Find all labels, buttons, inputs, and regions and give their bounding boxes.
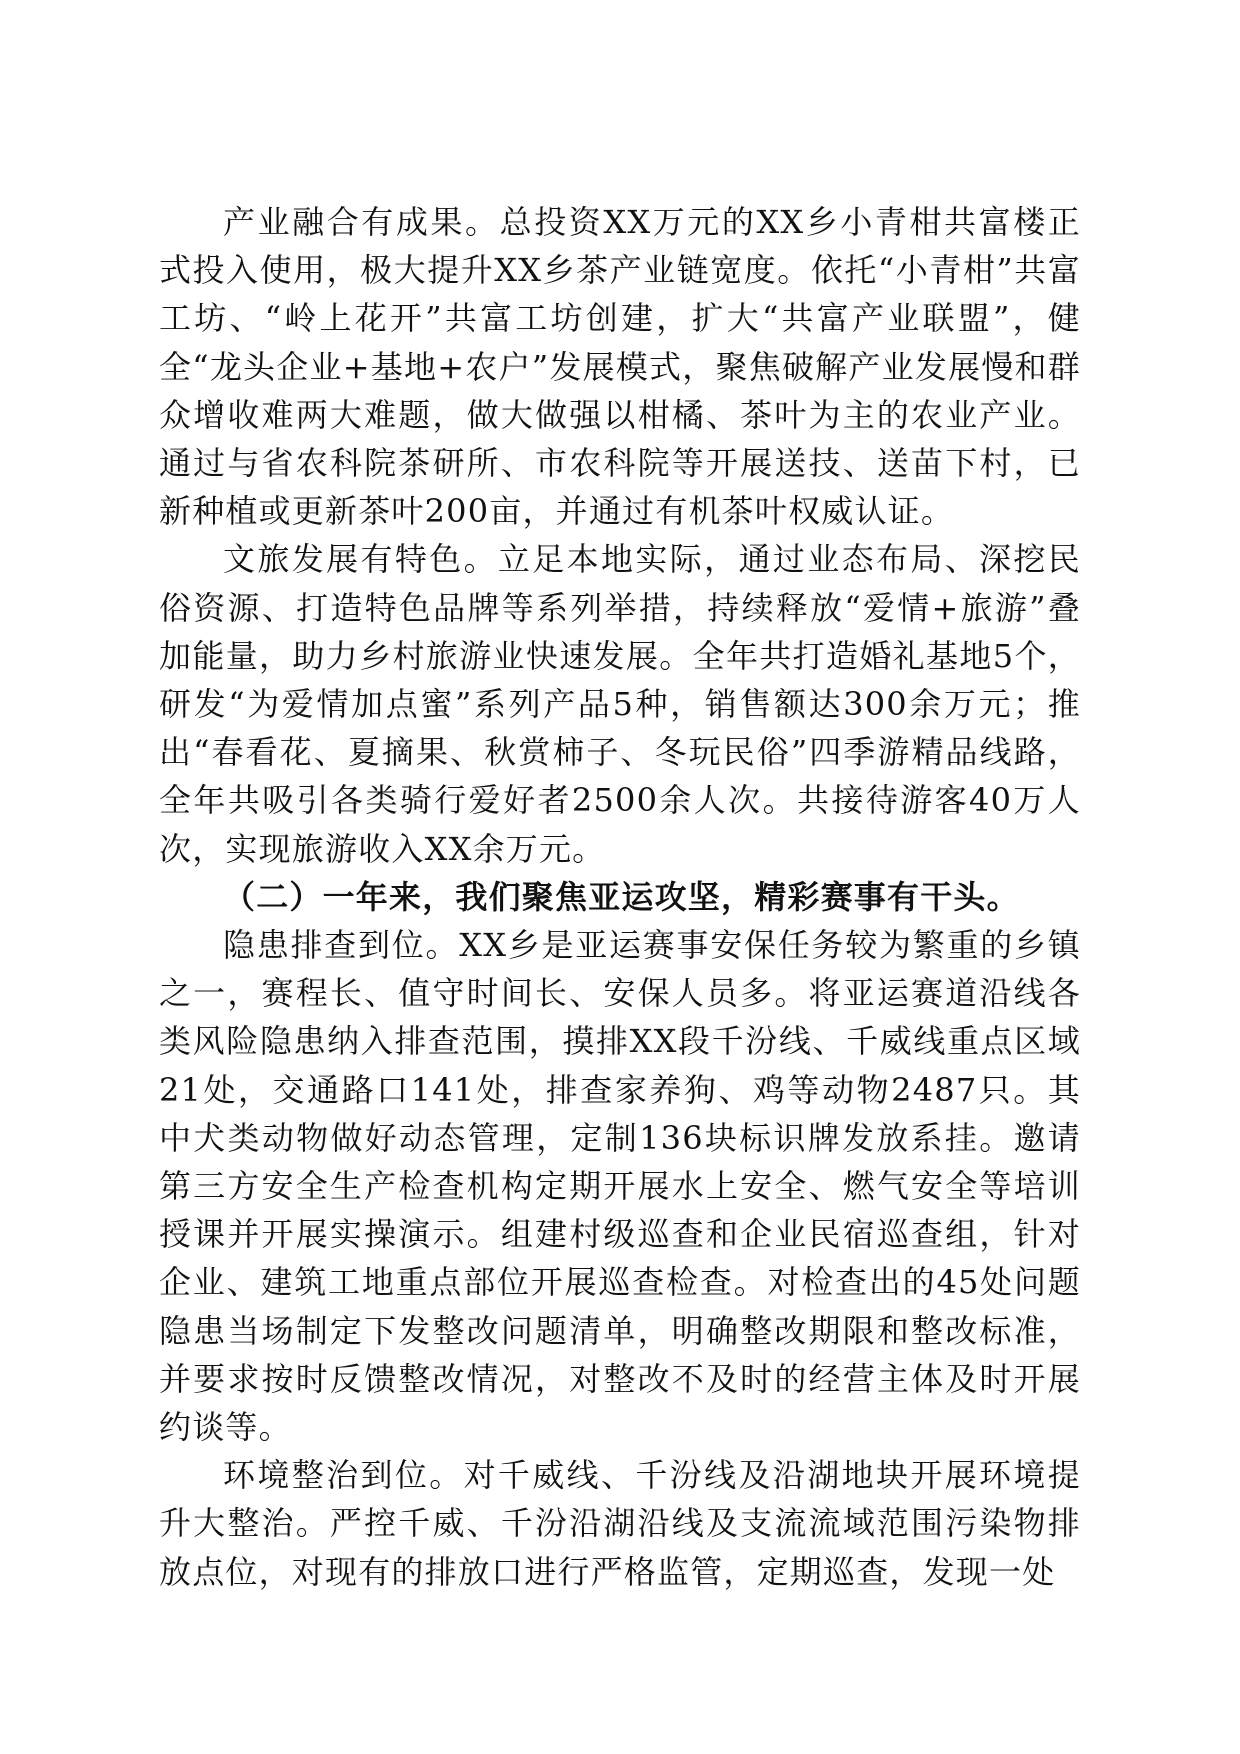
- document-page: [159, 198, 1081, 1596]
- paragraph-industry-integration: 产业融合有成果。总投资XX万元的XX乡小青柑共富楼正式投入使用，极大提升XX乡茶产业链宽度。依托“小青柑”共富工坊、“岭上花开”共富工坊创建，扩大“共富产业联盟”，健全“龙头企业+基地+农户”发展模式，聚焦破解产业发展慢和群众增收难两大难题，做大做强以柑橘、茶叶为主的农业产业。通过与省农科院茶研所、市农科院等开展送技、送苗下村，已新种植或更新茶叶200亩，并通过有机茶叶权威认证。: [159, 203, 1081, 531]
- paragraph-culture-tourism: 文旅发展有特色。立足本地实际，通过业态布局、深挖民俗资源、打造特色品牌等系列举措，持续释放“爱情+旅游”叠加能量，助力乡村旅游业快速发展。全年共打造婚礼基地5个，研发“为爱情加点蜜”系列产品5种，销售额达300余万元；推出“春看花、夏摘果、秋赏柿子、冬玩民俗”四季游精品线路，全年共吸引各类骑行爱好者2500余人次。共接待游客40万人次，实现旅游收入XX余万元。: [159, 540, 1081, 868]
- paragraph-environment-rectification: 环境整治到位。对千威线、千汾线及沿湖地块开展环境提升大整治。严控千威、千汾沿湖沿线及支流流域范围污染物排放点位，对现有的排放口进行严格监管，定期巡查，发现一处: [159, 1456, 1081, 1591]
- section-heading-asian-games: （二）一年来，我们聚焦亚运攻坚，精彩赛事有干头。: [223, 877, 1020, 916]
- paragraph-hazard-inspection: 隐患排查到位。XX乡是亚运赛事安保任务较为繁重的乡镇之一，赛程长、值守时间长、安保人员多。将亚运赛道沿线各类风险隐患纳入排查范围，摸排XX段千汾线、千威线重点区域21处，交通路口141处，排查家养狗、鸡等动物2487只。其中犬类动物做好动态管理，定制136块标识牌发放系挂。邀请第三方安全生产检查机构定期开展水上安全、燃气安全等培训授课并开展实操演示。组建村级巡查和企业民宿巡查组，针对企业、建筑工地重点部位开展巡查检查。对检查出的45处问题隐患当场制定下发整改问题清单，明确整改期限和整改标准，并要求按时反馈整改情况，对整改不及时的经营主体及时开展约谈等。: [159, 926, 1081, 1447]
